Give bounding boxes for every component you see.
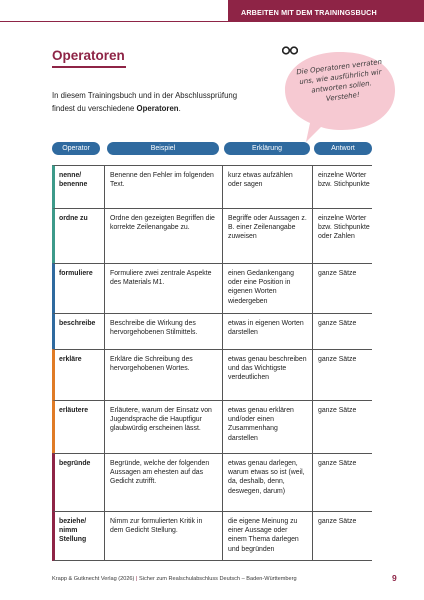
cell-explanation: etwas genau darlegen, warum etwas so ist (weil, da, deshalb, denn, deswegen, darum) [222, 453, 312, 511]
cell-operator: erläutere [52, 400, 104, 453]
table-header-row [52, 142, 372, 155]
header-explanation: Erklärung [224, 142, 310, 155]
table-row [52, 349, 372, 400]
cell-explanation: etwas in eigenen Worten darstellen [222, 313, 312, 349]
table-row [52, 453, 372, 511]
cell-operator: beziehe/ nimm Stellung [52, 511, 104, 561]
cell-explanation: etwas genau beschreiben und das Wichtigste verdeutlichen [222, 349, 312, 400]
cell-answer: ganze Sätze [312, 313, 372, 349]
table-row [52, 208, 372, 263]
cell-example: Erkläre die Schreibung des hervorgehobenen Wortes. [104, 349, 222, 400]
cell-example: Nimm zur formulierten Kritik in dem Gedicht Stellung. [104, 511, 222, 561]
speech-bubble-text: Die Operatoren verraten uns, wie ausführlich wir antworten sollen. Verstehe! [295, 57, 383, 103]
cell-explanation: kurz etwas aufzählen oder sagen [222, 165, 312, 208]
intro-paragraph [52, 90, 302, 115]
cell-example: Beschreibe die Wirkung des hervorgehobenen Stilmittels. [104, 313, 222, 349]
table-row [52, 263, 372, 313]
cell-operator: begründe [52, 453, 104, 511]
cell-answer: ganze Sätze [312, 511, 372, 561]
cell-example: Benenne den Fehler im folgenden Text. [104, 165, 222, 208]
cell-explanation: einen Gedankengang oder eine Position in eigenen Worten wiedergeben [222, 263, 312, 313]
cell-answer: einzelne Wörter bzw. Stichpunkte oder Zahlen [312, 208, 372, 263]
cell-example: Begründe, welche der folgenden Aussagen am ehesten auf das Gedicht zutrifft. [104, 453, 222, 511]
page-title: Operatoren [52, 48, 125, 63]
footer-book-title: Sicher zum Realschulabschluss Deutsch – Baden-Württemberg [138, 576, 297, 582]
cell-answer: ganze Sätze [312, 453, 372, 511]
table-row [52, 511, 372, 561]
table-row [52, 165, 372, 208]
table-row [52, 313, 372, 349]
intro-line-2-start: findest du verschiedene [52, 103, 137, 113]
footer-publisher: Krapp & Gutknecht Verlag (2026) [52, 576, 135, 582]
section-header: ARBEITEN MIT DEM TRAININGSBUCH [228, 0, 424, 22]
cell-answer: ganze Sätze [312, 400, 372, 453]
cell-answer: ganze Sätze [312, 349, 372, 400]
cell-operator: erkläre [52, 349, 104, 400]
cell-operator: ordne zu [52, 208, 104, 263]
glasses-icon [282, 46, 298, 55]
footer-separator: | [135, 576, 138, 582]
header-rule [0, 21, 228, 22]
intro-line-1: In diesem Trainingsbuch und in der Abschlussprüfung [52, 91, 238, 100]
cell-example: Ordne den gezeigten Begriffen die korrekte Zeilenangabe zu. [104, 208, 222, 263]
cell-example: Formuliere zwei zentrale Aspekte des Materials M1. [104, 263, 222, 313]
cell-explanation: Begriffe oder Aussagen z. B. einer Zeilenangabe zuweisen [222, 208, 312, 263]
title-underline [52, 66, 126, 68]
cell-operator: formuliere [52, 263, 104, 313]
header-example: Beispiel [107, 142, 219, 155]
page-number: 9 [392, 573, 397, 583]
cell-answer: einzelne Wörter bzw. Stichpunkte [312, 165, 372, 208]
header-operator: Operator [52, 142, 100, 155]
cell-operator: beschreibe [52, 313, 104, 349]
cell-explanation: die eigene Meinung zu einer Aussage oder einem Thema darlegen und begründen [222, 511, 312, 561]
cell-answer: ganze Sätze [312, 263, 372, 313]
intro-operatoren-bold: Operatoren [136, 103, 179, 113]
intro-line-2-end: . [178, 103, 181, 113]
cell-explanation: etwas genau erklären und/oder einen Zusammenhang darstellen [222, 400, 312, 453]
header-answer: Antwort [314, 142, 372, 155]
cell-operator: nenne/ benenne [52, 165, 104, 208]
page-footer [52, 576, 297, 582]
operators-table [52, 142, 372, 561]
speech-bubble [282, 46, 398, 146]
cell-example: Erläutere, warum der Einsatz von Jugendsprache die Hauptfigur glaubwürdig erscheinen lässt. [104, 400, 222, 453]
table-row [52, 400, 372, 453]
